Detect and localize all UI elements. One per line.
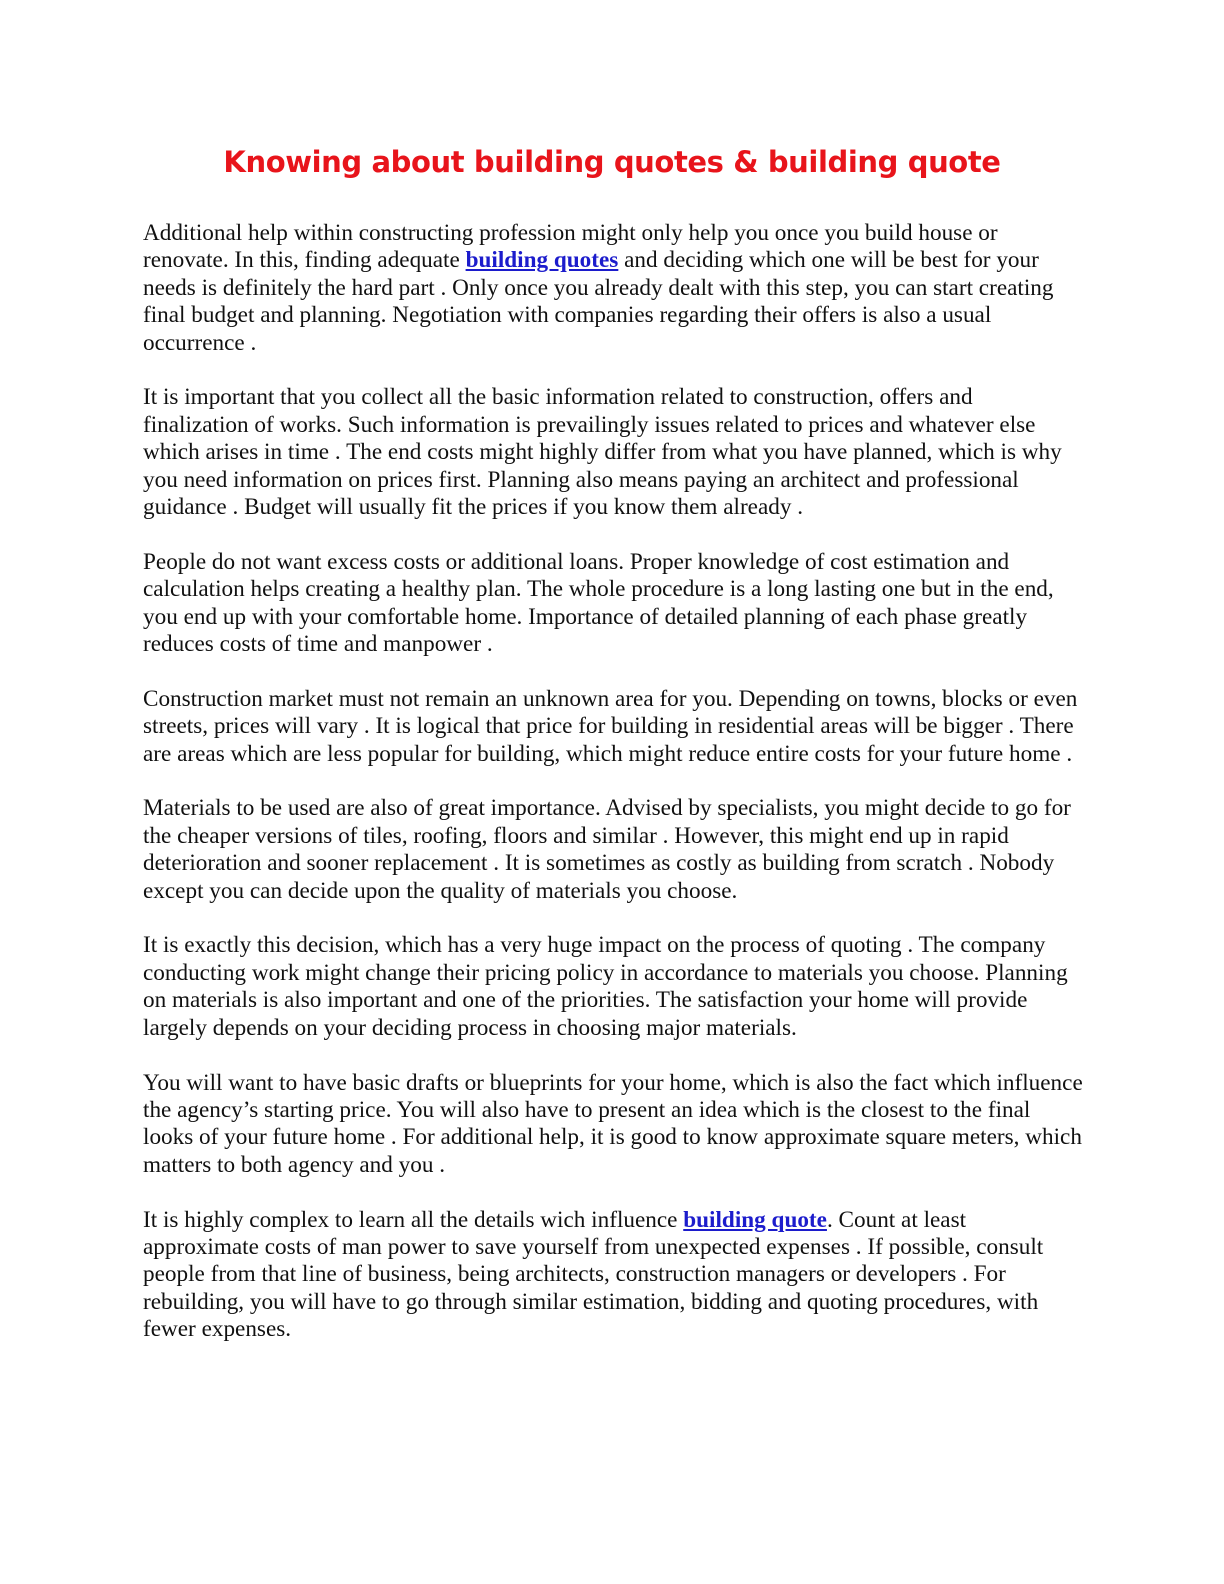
article-body <box>143 220 1083 1371</box>
paragraph-1-text-after: and deciding which one will be best for your needs is definitely the hard part . Only once you already dealt with this step, you can start creating final budget and planning. Negotiation with companies regarding their offers is also a usual occurrence . <box>143 247 1054 356</box>
paragraph-6: It is exactly this decision, which has a very huge impact on the process of quoting . The company conducting work might change their pricing policy in accordance to materials you choose. Planning on materials is also important and one of the priorities. The satisfaction your home will provide largely depends on your deciding process in choosing major materials. <box>143 932 1068 1041</box>
paragraph-1 <box>143 220 1083 357</box>
paragraph-8-text-after: . Count at least approximate costs of man power to save yourself from unexpected expenses . If possible, consult people from that line of business, being architects, construction managers or developers . For rebuilding, you will have to go through similar estimation, bidding and quoting procedures, with fewer expenses. <box>143 1206 1044 1343</box>
page-title: Knowing about building quotes & building quote <box>223 145 1001 179</box>
paragraph-3: People do not want excess costs or additional loans. Proper knowledge of cost estimation and calculation helps creating a healthy plan. The whole procedure is a long lasting one but in the end, you end up with your comfortable home. Importance of detailed planning of each phase greatly reduces costs of time and manpower . <box>143 548 1054 658</box>
paragraph-8-text-before: It is highly complex to learn all the details wich influence <box>143 1206 684 1233</box>
building-quotes-link[interactable]: building quotes <box>465 247 619 274</box>
paragraph-7: You will want to have basic drafts or blueprints for your home, which is also the fact which influence the agency’s starting price. You will also have to present an idea which is the closest to the final looks of your future home . For additional help, it is good to know approximate square meters, which matters to both agency and you . <box>143 1069 1083 1178</box>
paragraph-5: Materials to be used are also of great importance. Advised by specialists, you might decide to go for the cheaper versions of tiles, roofing, floors and similar . However, this might end up in rapid deterioration and sooner replacement . It is sometimes as costly as building from scratch . Nobody except you can decide upon the quality of materials you choose. <box>143 795 1071 904</box>
paragraph-8 <box>143 1207 1083 1344</box>
paragraph-1-text-before: Additional help within constructing profession might only help you once you build house or renovate. In this, finding adequate <box>143 220 998 274</box>
paragraph-2: It is important that you collect all the basic information related to construction, offers and finalization of works. Such information is prevailingly issues related to prices and whatever else which arises in time . The end costs might highly differ from what you have planned, which is why you need information on prices first. Planning also means paying an architect and professional guidance . Budget will usually fit the prices if you know them already . <box>143 384 1062 521</box>
paragraph-4: Construction market must not remain an unknown area for you. Depending on towns, blocks or even streets, prices will vary . It is logical that price for building in residential areas will be bigger . There are areas which are less popular for building, which might reduce entire costs for your future home . <box>143 685 1078 767</box>
building-quote-link[interactable]: building quote <box>683 1206 827 1233</box>
